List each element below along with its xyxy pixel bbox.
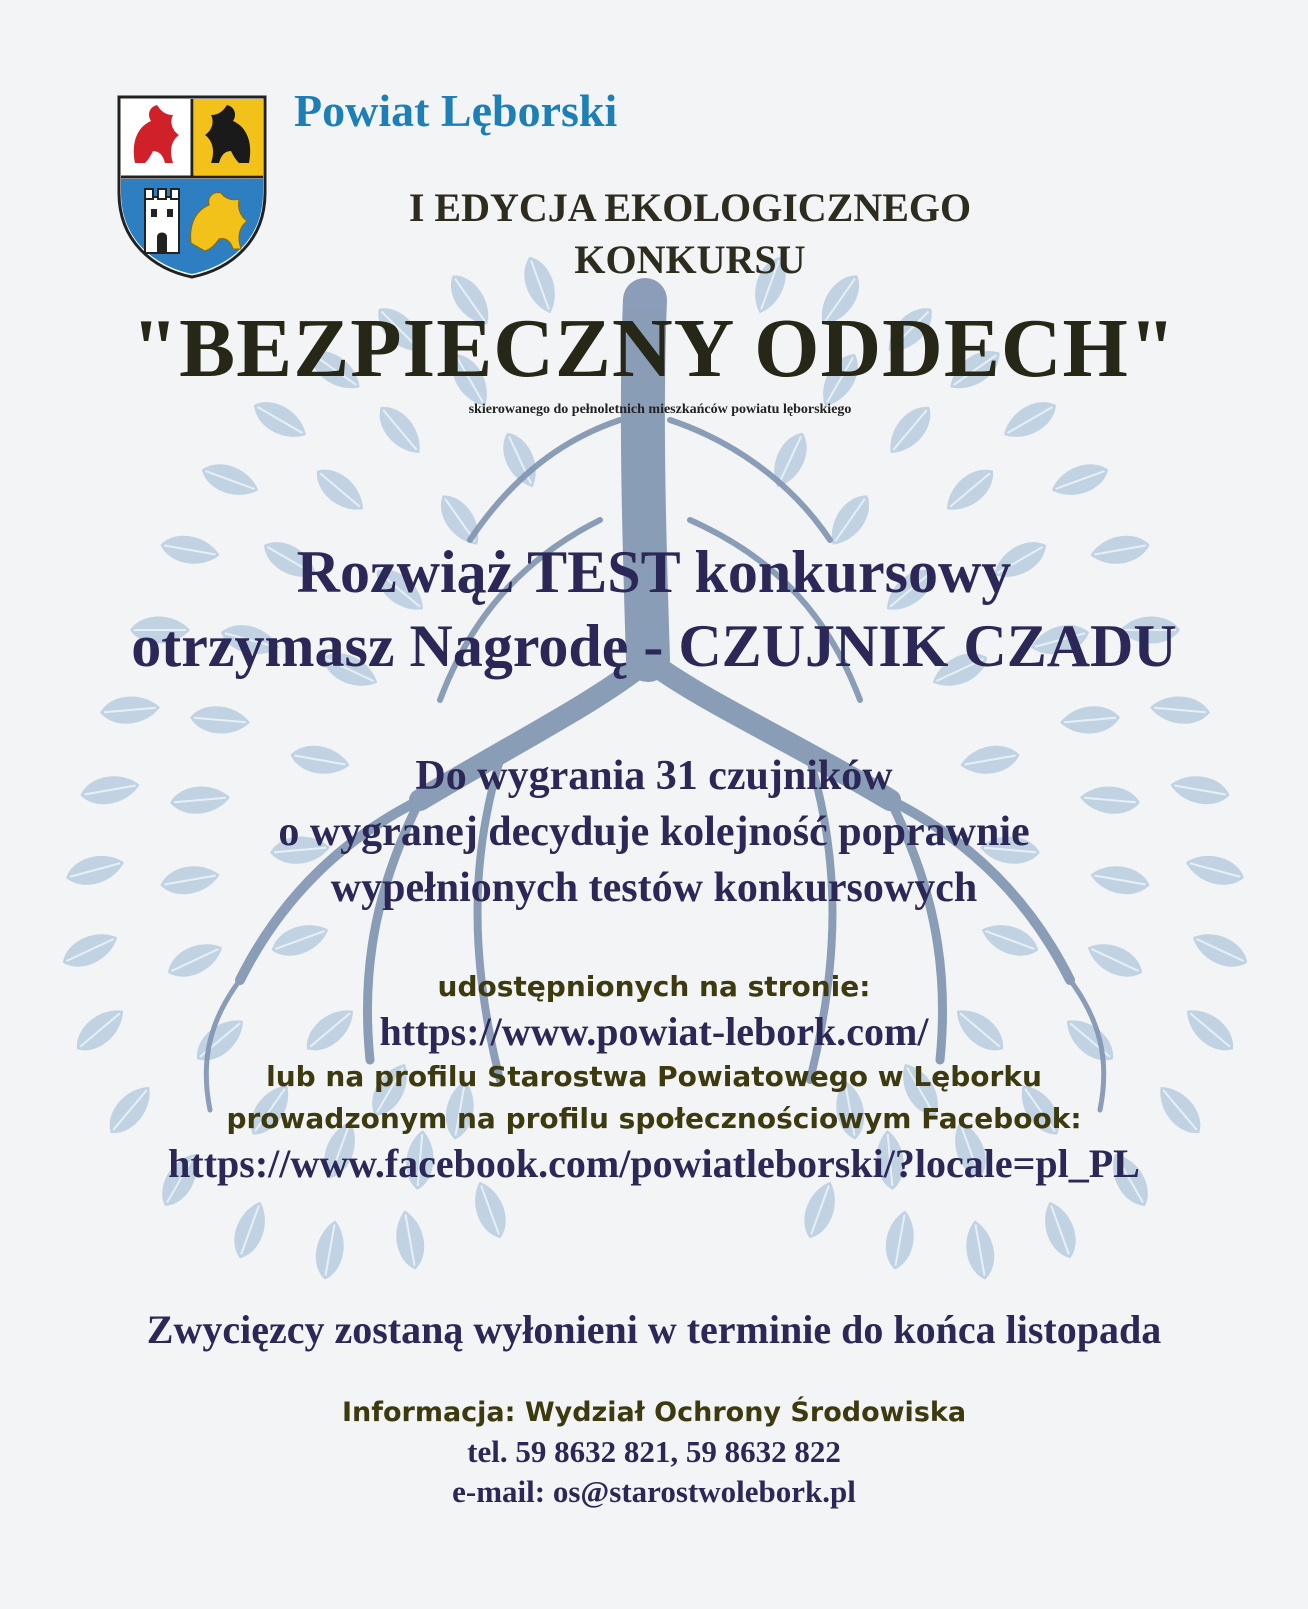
cta-line-2: otrzymasz Nagrodę - CZUJNIK CZADU	[131, 613, 1177, 679]
prize-line-3: wypełnionych testów konkursowych	[330, 865, 978, 911]
powiat-crest	[115, 93, 269, 279]
edition-heading	[280, 182, 1100, 286]
cta-line-1: Rozwiąż TEST konkursowy	[296, 539, 1012, 605]
contact-department: Informacja: Wydział Ochrony Środowiska	[341, 1397, 967, 1428]
edition-line-2: KONKURSU	[574, 237, 806, 282]
contact-phone: tel. 59 8632 821, 59 8632 822	[467, 1434, 841, 1469]
website-link[interactable]: https://www.powiat-lebork.com/	[379, 1009, 929, 1054]
call-to-action	[10, 535, 1298, 683]
facebook-intro: prowadzonym na profilu społecznościowym Facebook:	[226, 1102, 1082, 1135]
castle-tower-icon	[145, 189, 179, 253]
org-name: Powiat Lęborski	[294, 85, 618, 136]
facebook-link[interactable]: https://www.facebook.com/powiatleborski/?locale=pl_PL	[168, 1141, 1140, 1186]
links-section	[20, 966, 1288, 1188]
prize-line-1: Do wygrania 31 czujników	[415, 753, 893, 799]
profile-text: lub na profilu Starostwa Powiatowego w Lęborku	[266, 1060, 1042, 1093]
contest-title: "BEZPIECZNY ODDECH"	[131, 302, 1177, 395]
deadline-notice: Zwycięzcy zostaną wyłonieni w terminie do końca listopada	[146, 1307, 1162, 1352]
contact-info	[300, 1394, 1008, 1512]
contest-subtitle: skierowanego do pełnoletnich mieszkańców powiatu lęborskiego	[468, 402, 852, 417]
edition-line-1: I EDYCJA EKOLOGICZNEGO	[408, 185, 972, 230]
prize-line-2: o wygranej decyduje kolejność poprawnie	[278, 809, 1030, 855]
links-intro: udostępnionych na stronie:	[437, 970, 871, 1003]
prize-info	[60, 748, 1248, 916]
contact-email[interactable]: e-mail: os@starostwolebork.pl	[452, 1474, 856, 1509]
